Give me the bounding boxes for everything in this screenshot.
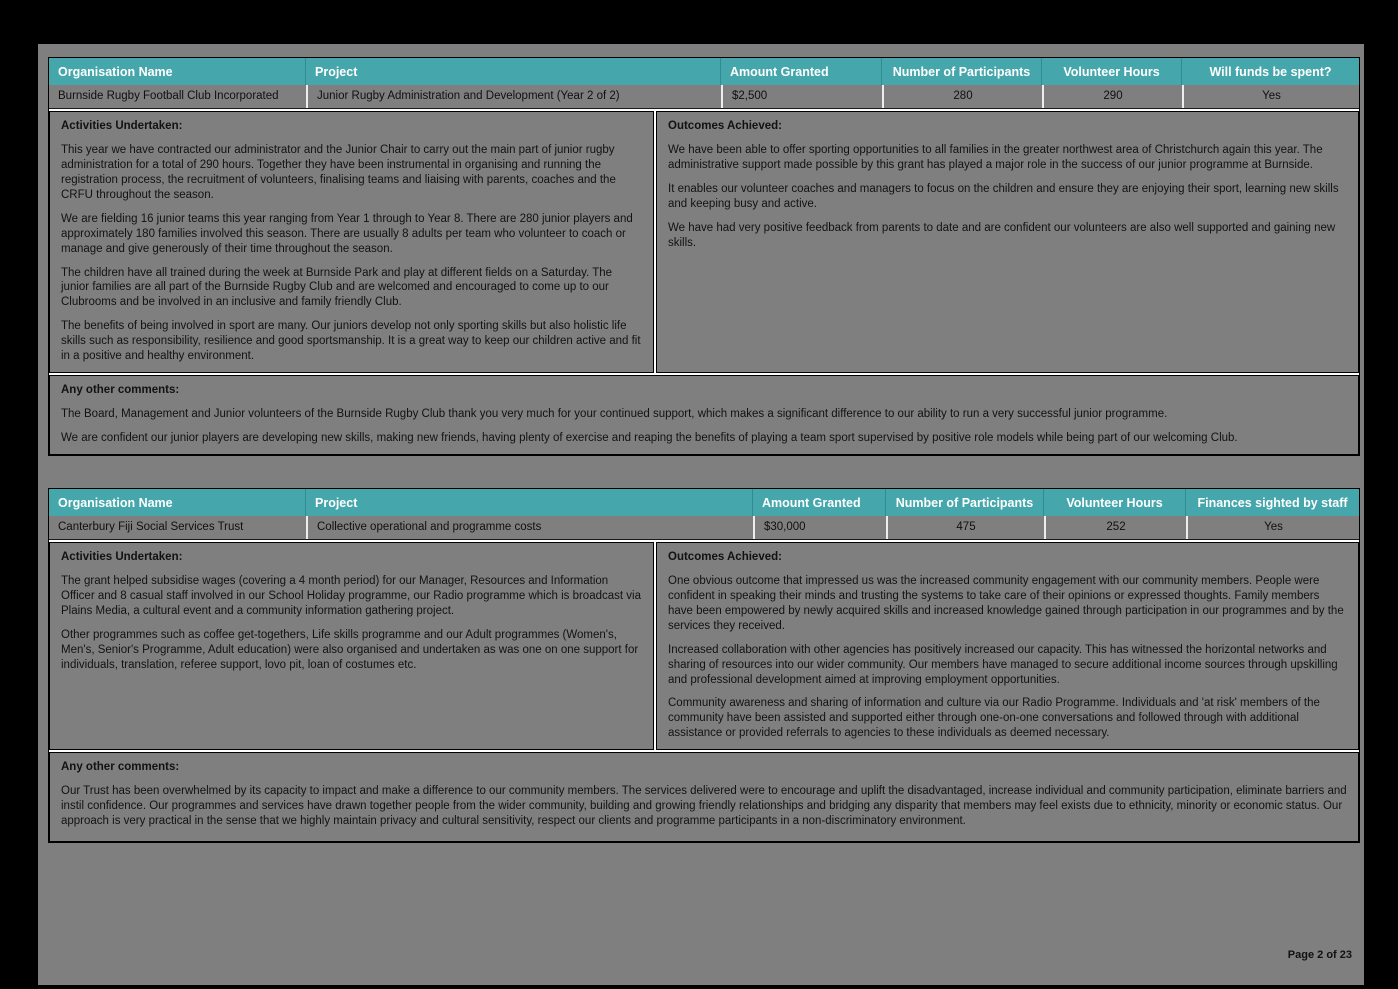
- funds-spent-value: Yes: [1182, 85, 1359, 108]
- outcomes-paragraph: We have had very positive feedback from parents to date and are confident our volunteers are also well supported and gaining new skills.: [668, 221, 1336, 249]
- other-comments-box: [49, 752, 1359, 842]
- comments-paragraph: The Board, Management and Junior volunteers of the Burnside Rugby Club thank you very much for your continued support, which makes a significant difference to our ability to run a very successful junior programme.: [61, 408, 1168, 421]
- grant-report-table-burnside: [48, 57, 1360, 456]
- other-comments-box: [49, 375, 1359, 455]
- project-value: Collective operational and programme costs: [306, 516, 753, 539]
- activities-paragraph: This year we have contracted our administrator and the Junior Chair to carry out the main part of junior rugby administration for a total of 290 hours. Together they have been instrumental in organising and running the registration process, the recruitment of volunteers, finalising teams and liaising with parents, coaches and the CRFU throughout the season.: [61, 143, 616, 201]
- organisation-name-value: Canterbury Fiji Social Services Trust: [58, 520, 244, 533]
- table-row: [49, 516, 1359, 540]
- project-value: Junior Rugby Administration and Development (Year 2 of 2): [306, 85, 721, 108]
- participants-value: 475: [886, 516, 1044, 539]
- column-header-finances-sighted: Finances sighted by staff: [1197, 495, 1348, 510]
- activities-label: Activities Undertaken:: [61, 120, 183, 132]
- amount-granted-value: $2,500: [721, 85, 882, 108]
- column-header-organisation: Organisation Name: [49, 58, 306, 85]
- activities-paragraph: We are fielding 16 junior teams this year ranging from Year 1 through to Year 8. There are 280 junior players and approximately 180 families involved this season. There are usually 8 adults per team who volunteer to coach or manage and give generously of their time throughout the season.: [61, 212, 633, 255]
- column-header-volunteer-hours: Volunteer Hours: [1044, 489, 1186, 516]
- column-header-organisation: Organisation Name: [49, 489, 306, 516]
- participants-value: 280: [882, 85, 1042, 108]
- activities-paragraph: The grant helped subsidise wages (covering a 4 month period) for our Manager, Resources and Information Officer and 8 casual staff involved in our School Holiday programme, our Radio programme which is broadcast via Plains Media, a cultural event and a community information gathering project.: [61, 574, 641, 617]
- organisation-name-value: Burnside Rugby Football Club Incorporated: [58, 90, 279, 102]
- activities-undertaken-box: [49, 111, 654, 373]
- activities-paragraph: The benefits of being involved in sport are many. Our juniors develop not only sporting skills but also holistic life skills such as responsibility, resilience and good sportsmanship. It is a great way to keep our children active and fit in a positive and healthy environment.: [61, 320, 641, 363]
- outcomes-paragraph: We have been able to offer sporting opportunities to all families in the greater northwest area of Christchurch again this year. The administrative support made possible by this grant has played a major role in the success of our junior programme at Burnside.: [668, 143, 1323, 171]
- column-header-project: Project: [306, 489, 753, 516]
- finances-sighted-value: Yes: [1186, 516, 1359, 539]
- activities-paragraph: The children have all trained during the week at Burnside Park and play at different fields on a Saturday. The junior families are all part of the Burnside Rugby Club and are welcomed and encouraged to come up to our Clubrooms and be involved in an inclusive and family friendly Club.: [61, 266, 613, 309]
- column-header-project: Project: [306, 58, 721, 85]
- comments-label: Any other comments:: [61, 761, 180, 774]
- outcomes-achieved-box: [656, 111, 1359, 373]
- outcomes-paragraph: One obvious outcome that impressed us was the increased community engagement with our community members. People were confident in speaking their minds and trusting the systems to take care of their opinions or expressed thoughts. Family members have been empowered by newly acquired skills and increased knowledge gained through participation in our programmes and by the services they received.: [668, 574, 1344, 632]
- activities-outcomes-section: [49, 111, 1359, 373]
- comments-label: Any other comments:: [61, 384, 180, 397]
- column-header-participants: Number of Participants: [886, 489, 1044, 516]
- column-header-funds-spent: Will funds be spent?: [1209, 65, 1332, 79]
- table-row: [49, 85, 1359, 109]
- comments-paragraph: Our Trust has been overwhelmed by its capacity to impact and make a difference to our community members. The services delivered were to encourage and uplift the disadvantaged, increase individual and community participation, eliminate barriers and instil confidence. Our programmes and services have drawn together people from the wider community, building and growing friendly relationships and bridging any disparity that members may feel exists due to ethnicity, minority or economic status. Our approach is very practical in the sense that we highly maintain privacy and cultural sensitivity, respect our clients and programme participants in a non-discriminatory environment.: [61, 785, 1347, 828]
- report-content: [48, 57, 1360, 843]
- volunteer-hours-value: 290: [1042, 85, 1182, 108]
- activities-paragraph: Other programmes such as coffee get-togethers, Life skills programme and our Adult programmes (Women's, Men's, Senior's Programme, Adult education) were also organised and undertaken as was one on one support for individuals, translation, referee support, lovo pit, loan of costumes etc.: [61, 628, 639, 671]
- table-header-row: [49, 489, 1359, 516]
- column-header-amount-granted: Amount Granted: [753, 489, 886, 516]
- outcomes-paragraph: Increased collaboration with other agencies has positively increased our capacity. This has witnessed the horizontal networks and sharing of resources into our wider community. Our members have managed to secure additional income sources through upskilling and professional development aimed at improving employment opportunities.: [668, 643, 1338, 686]
- activities-outcomes-section: [49, 542, 1359, 750]
- amount-granted-value: $30,000: [753, 516, 886, 539]
- column-header-amount-granted: Amount Granted: [721, 58, 882, 85]
- activities-undertaken-box: [49, 542, 654, 750]
- volunteer-hours-value: 252: [1044, 516, 1186, 539]
- column-header-volunteer-hours: Volunteer Hours: [1042, 58, 1182, 85]
- outcomes-paragraph: Community awareness and sharing of information and culture via our Radio Programme. Individuals and 'at risk' members of the community have been assisted and supported either through one-on-one conversations and followed through with additional assistance or provided referrals to agencies to these individuals as deemed necessary.: [668, 697, 1320, 740]
- comments-paragraph: We are confident our junior players are developing new skills, making new friends, having plenty of exercise and reaping the benefits of playing a team sport supervised by positive role models while being part of our welcoming Club.: [61, 432, 1238, 444]
- outcomes-label: Outcomes Achieved:: [668, 550, 782, 563]
- outcomes-paragraph: It enables our volunteer coaches and managers to focus on the children and ensure they are enjoying their sport, learning new skills and keeping busy and active.: [668, 182, 1339, 210]
- grant-report-table-canterbury-fiji: [48, 488, 1360, 843]
- activities-label: Activities Undertaken:: [61, 550, 183, 563]
- outcomes-achieved-box: [656, 542, 1359, 750]
- page-number: Page 2 of 23: [1287, 949, 1352, 961]
- column-header-participants: Number of Participants: [882, 58, 1042, 85]
- table-header-row: [49, 58, 1359, 85]
- outcomes-label: Outcomes Achieved:: [668, 120, 782, 132]
- document-page: [38, 44, 1364, 985]
